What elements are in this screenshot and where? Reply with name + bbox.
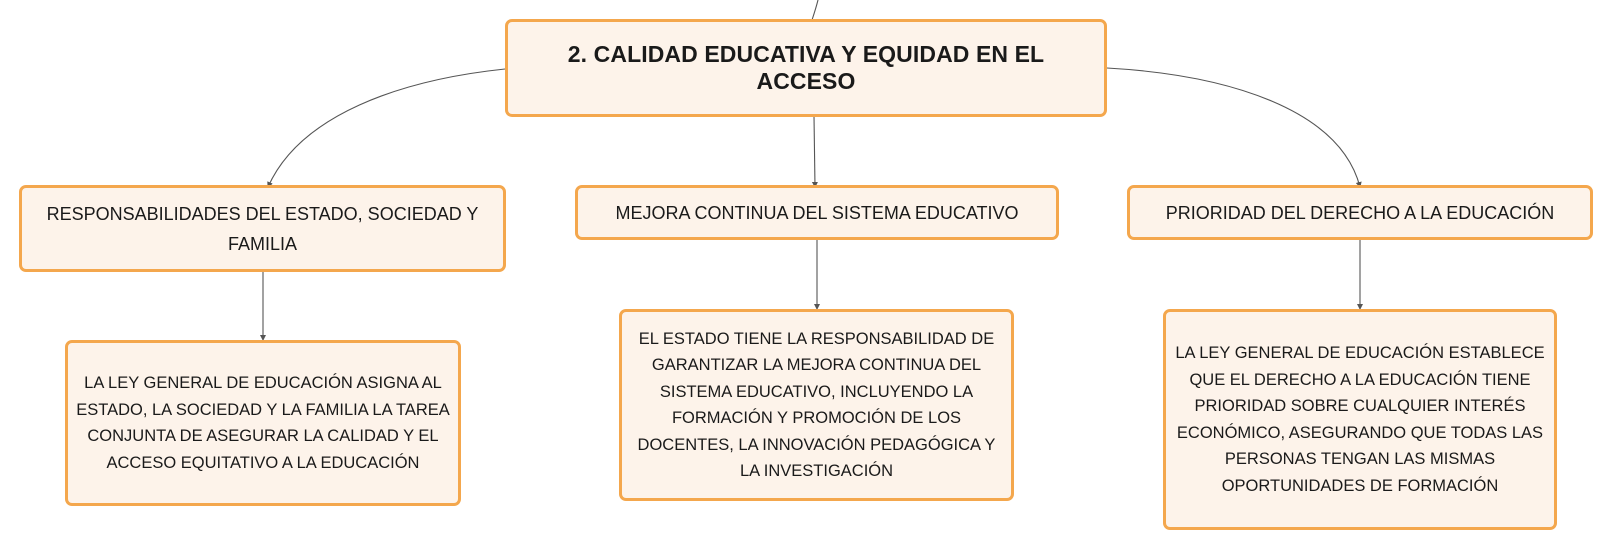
root-node-label: 2. CALIDAD EDUCATIVA Y EQUIDAD EN EL ACCESO — [567, 41, 1045, 94]
edge-root-to-branch-2 — [814, 116, 815, 187]
branch-node-prioridad-derecho[interactable] — [1127, 185, 1593, 240]
branch-node-responsabilidades[interactable] — [19, 185, 506, 272]
detail-node-text: LA LEY GENERAL DE EDUCACIÓN ASIGNA AL ESTADO, LA SOCIEDAD Y LA FAMILIA LA TAREA CONJUNTA DE ASEGURAR LA CALIDAD Y EL ACCESO EQUITATIVO A LA EDUCACIÓN — [76, 374, 450, 472]
branch-node-label: MEJORA CONTINUA DEL SISTEMA EDUCATIVO — [615, 202, 1019, 223]
branch-node-label: PRIORIDAD DEL DERECHO A LA EDUCACIÓN — [1165, 202, 1555, 223]
branch-node-mejora-continua[interactable] — [575, 185, 1059, 240]
root-node[interactable] — [505, 19, 1107, 117]
edge-root-to-branch-3 — [1107, 68, 1360, 187]
detail-node-text: LA LEY GENERAL DE EDUCACIÓN ESTABLECE QUE EL DERECHO A LA EDUCACIÓN TIENE PRIORIDAD SOBRE CUALQUIER INTERÉS ECONÓMICO, ASEGURANDO QUE TODAS LAS PERSONAS TENGAN LAS MISMAS OPORTUNIDADES DE FORMACIÓN — [1175, 344, 1545, 495]
detail-node-mejora-continua[interactable] — [619, 309, 1014, 501]
detail-node-prioridad-derecho[interactable] — [1163, 309, 1557, 530]
detail-node-responsabilidades[interactable] — [65, 340, 461, 506]
detail-node-text: EL ESTADO TIENE LA RESPONSABILIDAD DE GARANTIZAR LA MEJORA CONTINUA DEL SISTEMA EDUCATIVO, INCLUYENDO LA FORMACIÓN Y PROMOCIÓN DE LOS DOCENTES, LA INNOVACIÓN PEDAGÓGICA Y LA INVESTIGACIÓN — [637, 329, 996, 480]
edge-root-to-branch-1 — [268, 69, 505, 187]
branch-node-label: RESPONSABILIDADES DEL ESTADO, SOCIEDAD Y FAMILIA — [46, 203, 479, 254]
edge-parent-to-root — [812, 0, 818, 20]
